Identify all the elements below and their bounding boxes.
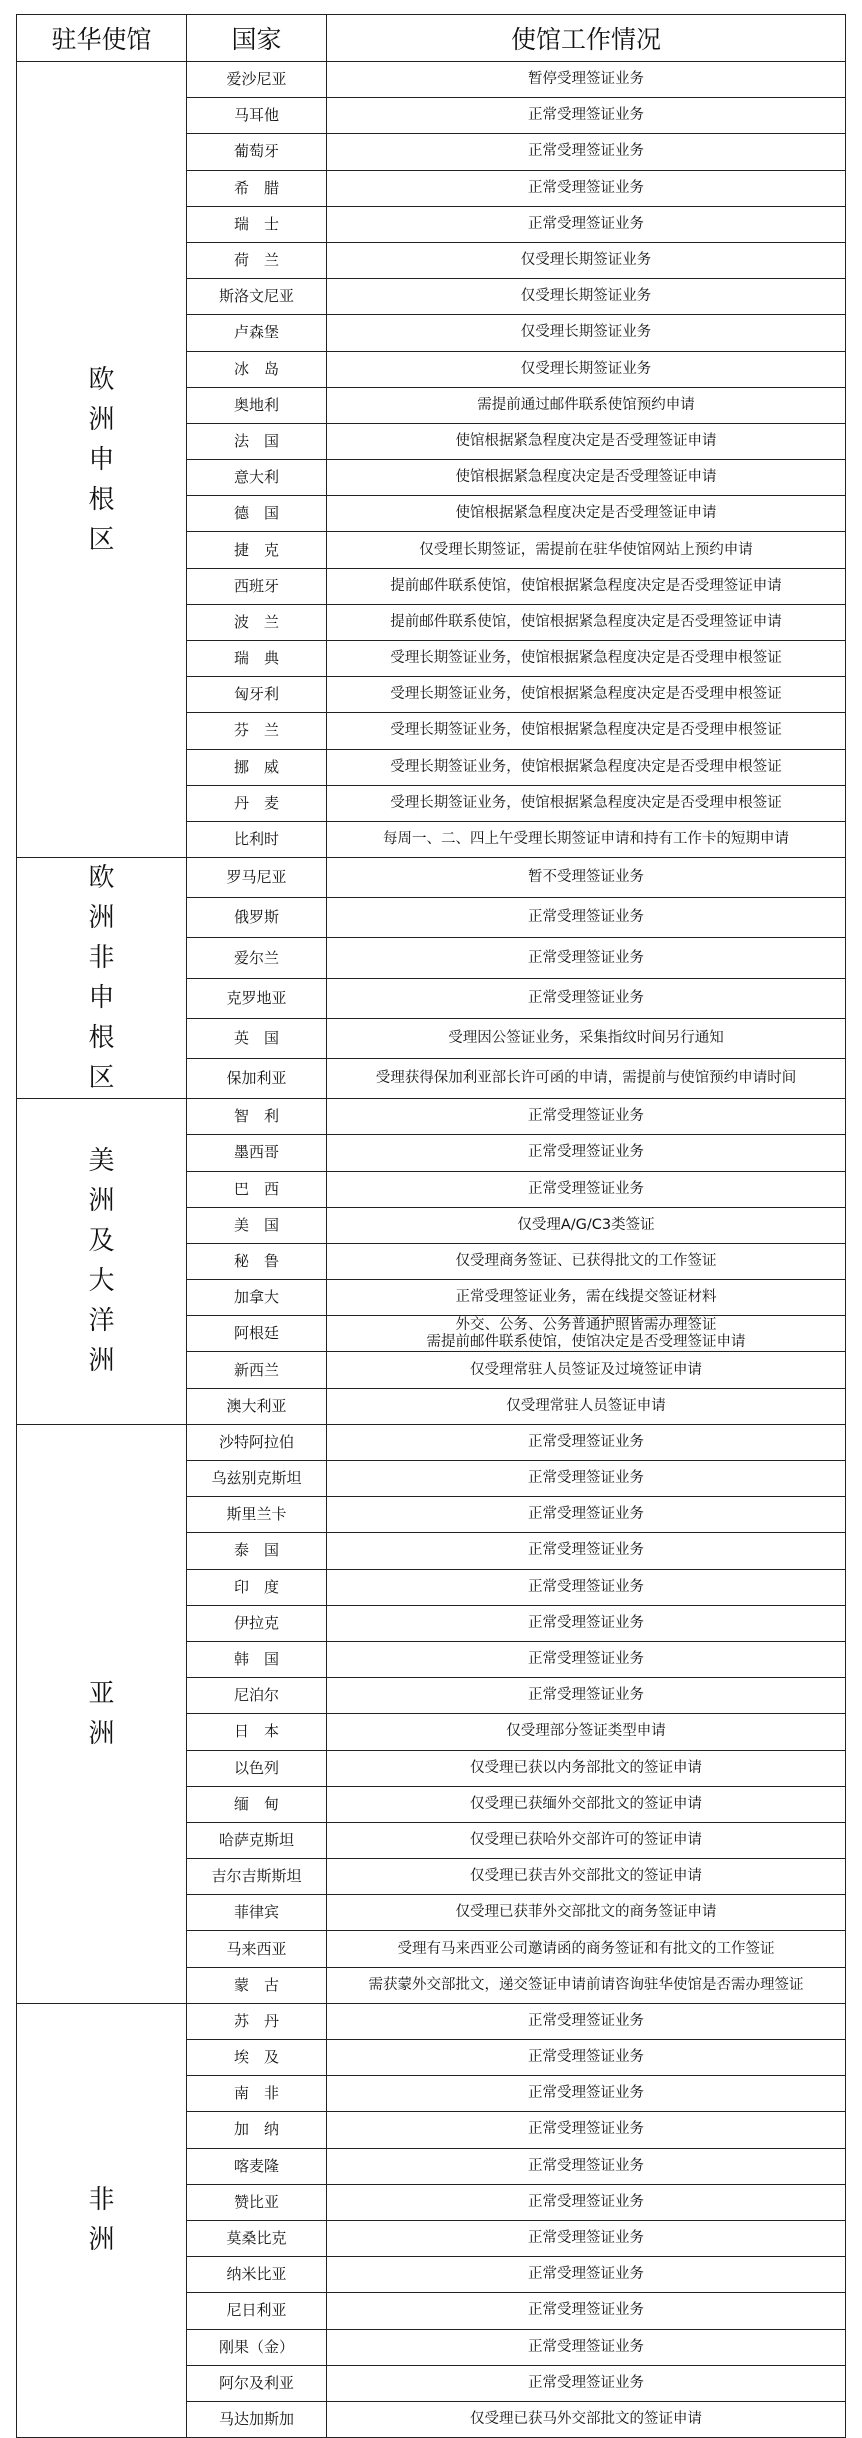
header-embassy: 驻华使馆	[17, 15, 187, 62]
country-cell: 挪 威	[187, 749, 327, 785]
country-cell: 澳大利亚	[187, 1388, 327, 1424]
country-cell: 波 兰	[187, 604, 327, 640]
status-cell: 正常受理签证业务	[327, 2293, 846, 2329]
status-cell: 仅受理长期签证业务	[327, 315, 846, 351]
status-cell: 正常受理签证业务	[327, 1678, 846, 1714]
status-cell: 正常受理签证业务	[327, 898, 846, 938]
status-cell: 正常受理签证业务	[327, 2184, 846, 2220]
country-cell: 丹 麦	[187, 785, 327, 821]
country-cell: 苏 丹	[187, 2003, 327, 2039]
country-cell: 克罗地亚	[187, 978, 327, 1018]
country-cell: 阿根廷	[187, 1316, 327, 1352]
country-cell: 马耳他	[187, 98, 327, 134]
status-cell: 提前邮件联系使馆，使馆根据紧急程度决定是否受理签证申请	[327, 604, 846, 640]
country-cell: 赞比亚	[187, 2184, 327, 2220]
country-cell: 匈牙利	[187, 677, 327, 713]
country-cell: 哈萨克斯坦	[187, 1822, 327, 1858]
status-cell: 受理长期签证业务，使馆根据紧急程度决定是否受理申根签证	[327, 677, 846, 713]
status-cell: 仅受理商务签证、已获得批文的工作签证	[327, 1243, 846, 1279]
status-cell: 正常受理签证业务	[327, 2076, 846, 2112]
country-cell: 罗马尼亚	[187, 858, 327, 898]
country-cell: 英 国	[187, 1018, 327, 1058]
country-cell: 意大利	[187, 460, 327, 496]
table-row	[17, 1424, 846, 1460]
status-cell: 仅受理已获吉外交部批文的签证申请	[327, 1859, 846, 1895]
table-row	[17, 858, 846, 898]
status-cell: 使馆根据紧急程度决定是否受理签证申请	[327, 423, 846, 459]
country-cell: 奥地利	[187, 387, 327, 423]
status-cell: 正常受理签证业务	[327, 2257, 846, 2293]
country-cell: 卢森堡	[187, 315, 327, 351]
country-cell: 南 非	[187, 2076, 327, 2112]
country-cell: 加拿大	[187, 1280, 327, 1316]
status-cell: 正常受理签证业务	[327, 2365, 846, 2401]
country-cell: 智 利	[187, 1099, 327, 1135]
region-cell	[17, 62, 187, 858]
status-cell: 正常受理签证业务	[327, 1605, 846, 1641]
status-cell: 正常受理签证业务	[327, 1569, 846, 1605]
country-cell: 斯洛文尼亚	[187, 279, 327, 315]
country-cell: 尼泊尔	[187, 1678, 327, 1714]
status-cell: 正常受理签证业务	[327, 2112, 846, 2148]
status-cell: 仅受理已获缅外交部批文的签证申请	[327, 1786, 846, 1822]
status-cell: 仅受理已获哈外交部许可的签证申请	[327, 1822, 846, 1858]
country-cell: 乌兹别克斯坦	[187, 1461, 327, 1497]
header-status: 使馆工作情况	[327, 15, 846, 62]
country-cell: 菲律宾	[187, 1895, 327, 1931]
header-country: 国家	[187, 15, 327, 62]
status-cell: 仅受理常驻人员签证申请	[327, 1388, 846, 1424]
status-cell: 仅受理长期签证业务	[327, 351, 846, 387]
status-cell: 仅受理A/G/C3类签证	[327, 1207, 846, 1243]
status-cell: 正常受理签证业务	[327, 938, 846, 978]
status-cell: 受理长期签证业务，使馆根据紧急程度决定是否受理申根签证	[327, 749, 846, 785]
status-cell: 仅受理长期签证业务	[327, 242, 846, 278]
status-cell: 仅受理长期签证，需提前在驻华使馆网站上预约申请	[327, 532, 846, 568]
status-cell: 正常受理签证业务	[327, 1171, 846, 1207]
header-row	[17, 15, 846, 62]
country-cell: 新西兰	[187, 1352, 327, 1388]
status-cell: 正常受理签证业务	[327, 2003, 846, 2039]
country-cell: 墨西哥	[187, 1135, 327, 1171]
country-cell: 以色列	[187, 1750, 327, 1786]
country-cell: 巴 西	[187, 1171, 327, 1207]
country-cell: 美 国	[187, 1207, 327, 1243]
status-cell: 正常受理签证业务，需在线提交签证材料	[327, 1280, 846, 1316]
status-cell: 正常受理签证业务	[327, 2148, 846, 2184]
status-cell: 受理有马来西亚公司邀请函的商务签证和有批文的工作签证	[327, 1931, 846, 1967]
country-cell: 马来西亚	[187, 1931, 327, 1967]
country-cell: 沙特阿拉伯	[187, 1424, 327, 1460]
status-cell: 正常受理签证业务	[327, 134, 846, 170]
status-cell: 外交、公务、公务普通护照皆需办理签证 需提前邮件联系使馆，使馆决定是否受理签证申请	[327, 1316, 846, 1352]
country-cell: 蒙 古	[187, 1967, 327, 2003]
country-cell: 斯里兰卡	[187, 1497, 327, 1533]
country-cell: 韩 国	[187, 1641, 327, 1677]
status-cell: 仅受理已获马外交部批文的签证申请	[327, 2401, 846, 2437]
country-cell: 瑞 士	[187, 206, 327, 242]
country-cell: 爱沙尼亚	[187, 62, 327, 98]
status-cell: 仅受理常驻人员签证及过境签证申请	[327, 1352, 846, 1388]
country-cell: 瑞 典	[187, 641, 327, 677]
country-cell: 西班牙	[187, 568, 327, 604]
country-cell: 比利时	[187, 821, 327, 857]
status-cell: 需获蒙外交部批文，递交签证申请前请咨询驻华使馆是否需办理签证	[327, 1967, 846, 2003]
status-cell: 每周一、二、四上午受理长期签证申请和持有工作卡的短期申请	[327, 821, 846, 857]
status-cell: 正常受理签证业务	[327, 1533, 846, 1569]
country-cell: 吉尔吉斯斯坦	[187, 1859, 327, 1895]
country-cell: 荷 兰	[187, 242, 327, 278]
status-cell: 正常受理签证业务	[327, 2040, 846, 2076]
status-cell: 仅受理长期签证业务	[327, 279, 846, 315]
country-cell: 缅 甸	[187, 1786, 327, 1822]
country-cell: 加 纳	[187, 2112, 327, 2148]
country-cell: 印 度	[187, 1569, 327, 1605]
status-cell: 受理长期签证业务，使馆根据紧急程度决定是否受理申根签证	[327, 641, 846, 677]
country-cell: 秘 鲁	[187, 1243, 327, 1279]
country-cell: 莫桑比克	[187, 2220, 327, 2256]
region-name: 亚洲	[88, 1678, 115, 1749]
country-cell: 尼日利亚	[187, 2293, 327, 2329]
table-body	[17, 62, 846, 2438]
country-cell: 保加利亚	[187, 1058, 327, 1098]
region-cell	[17, 858, 187, 1099]
country-cell: 爱尔兰	[187, 938, 327, 978]
status-cell: 正常受理签证业务	[327, 206, 846, 242]
status-cell: 使馆根据紧急程度决定是否受理签证申请	[327, 496, 846, 532]
country-cell: 泰 国	[187, 1533, 327, 1569]
status-cell: 仅受理已获以内务部批文的签证申请	[327, 1750, 846, 1786]
embassy-visa-table	[16, 14, 846, 2438]
country-cell: 马达加斯加	[187, 2401, 327, 2437]
status-cell: 正常受理签证业务	[327, 1641, 846, 1677]
status-cell: 正常受理签证业务	[327, 1424, 846, 1460]
status-cell: 受理因公签证业务，采集指纹时间另行通知	[327, 1018, 846, 1058]
table-row	[17, 2003, 846, 2039]
status-cell: 正常受理签证业务	[327, 1497, 846, 1533]
status-cell: 正常受理签证业务	[327, 2220, 846, 2256]
country-cell: 芬 兰	[187, 713, 327, 749]
country-cell: 捷 克	[187, 532, 327, 568]
status-cell: 正常受理签证业务	[327, 2329, 846, 2365]
status-cell: 正常受理签证业务	[327, 1135, 846, 1171]
country-cell: 希 腊	[187, 170, 327, 206]
status-cell: 受理获得保加利亚部长许可函的申请，需提前与使馆预约申请时间	[327, 1058, 846, 1098]
region-name: 欧洲申根区	[88, 364, 115, 555]
country-cell: 冰 岛	[187, 351, 327, 387]
status-cell: 需提前通过邮件联系使馆预约申请	[327, 387, 846, 423]
status-cell: 正常受理签证业务	[327, 98, 846, 134]
table-row	[17, 1099, 846, 1135]
region-cell	[17, 2003, 187, 2437]
country-cell: 日 本	[187, 1714, 327, 1750]
country-cell: 伊拉克	[187, 1605, 327, 1641]
table-row	[17, 62, 846, 98]
status-cell: 暂不受理签证业务	[327, 858, 846, 898]
country-cell: 葡萄牙	[187, 134, 327, 170]
country-cell: 刚果（金）	[187, 2329, 327, 2365]
country-cell: 纳米比亚	[187, 2257, 327, 2293]
status-cell: 受理长期签证业务，使馆根据紧急程度决定是否受理申根签证	[327, 785, 846, 821]
region-cell	[17, 1424, 187, 2003]
region-cell	[17, 1099, 187, 1425]
status-cell: 仅受理部分签证类型申请	[327, 1714, 846, 1750]
status-cell: 正常受理签证业务	[327, 1461, 846, 1497]
status-cell: 使馆根据紧急程度决定是否受理签证申请	[327, 460, 846, 496]
country-cell: 喀麦隆	[187, 2148, 327, 2184]
status-cell: 正常受理签证业务	[327, 170, 846, 206]
country-cell: 俄罗斯	[187, 898, 327, 938]
status-cell: 正常受理签证业务	[327, 1099, 846, 1135]
country-cell: 阿尔及利亚	[187, 2365, 327, 2401]
status-cell: 受理长期签证业务，使馆根据紧急程度决定是否受理申根签证	[327, 713, 846, 749]
country-cell: 法 国	[187, 423, 327, 459]
region-name: 欧洲非申根区	[88, 863, 115, 1094]
status-cell: 正常受理签证业务	[327, 978, 846, 1018]
status-cell: 暂停受理签证业务	[327, 62, 846, 98]
region-name: 美洲及大洋洲	[88, 1146, 115, 1377]
status-cell: 提前邮件联系使馆，使馆根据紧急程度决定是否受理签证申请	[327, 568, 846, 604]
country-cell: 埃 及	[187, 2040, 327, 2076]
country-cell: 德 国	[187, 496, 327, 532]
region-name: 非洲	[88, 2185, 115, 2256]
status-cell: 仅受理已获菲外交部批文的商务签证申请	[327, 1895, 846, 1931]
